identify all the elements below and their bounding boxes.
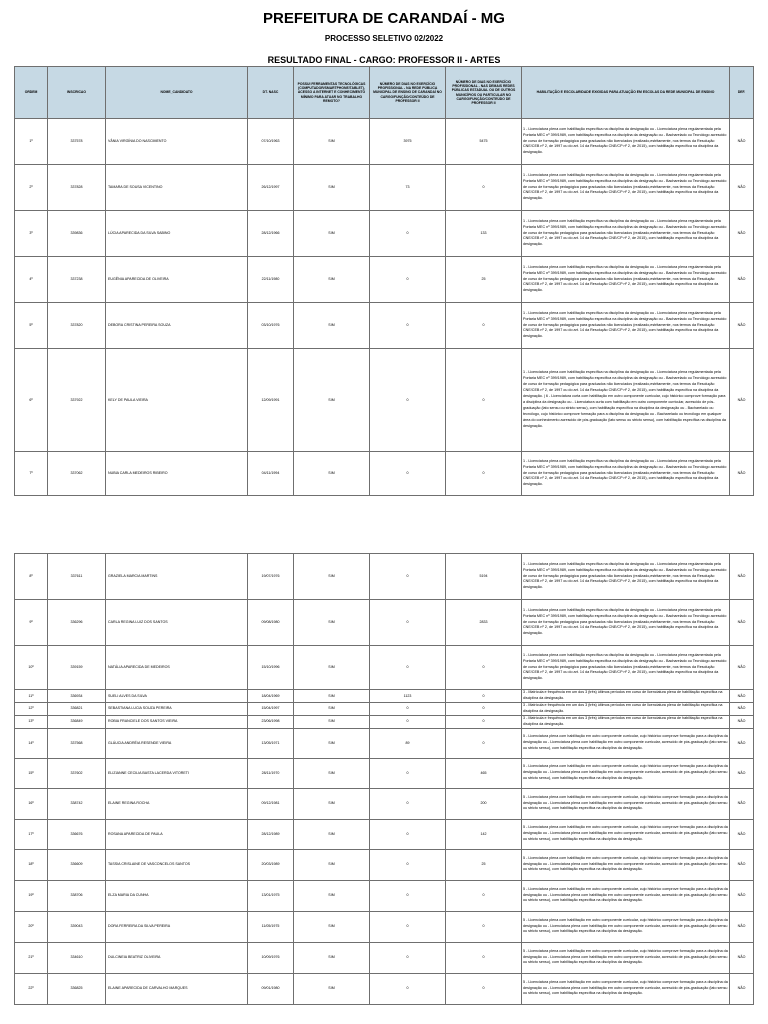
cell-inscricao: 336821 [48, 702, 106, 715]
cell-dias-outras: 25 [446, 849, 522, 880]
cell-inscricao: 336934 [48, 690, 106, 703]
cell-dias-outras: 0 [446, 349, 522, 452]
cell-ordem: 19º [15, 880, 48, 911]
cell-inscricao: 337820 [48, 303, 106, 349]
table-row [15, 646, 754, 690]
cell-dias-municipal: 89 [370, 728, 446, 758]
cell-ferramentas: SIM [294, 942, 370, 973]
cell-inscricao: 336296 [48, 600, 106, 646]
table-row [15, 257, 754, 303]
cell-dias-municipal: 0 [370, 257, 446, 303]
cell-dias-municipal: 0 [370, 819, 446, 849]
cell-ferramentas: SIM [294, 690, 370, 703]
cell-habilitacao: 1 - Licenciatura plena com habilitação específica na disciplina da designação ou - Licenciatura plena regulamentada pela Portaria MEC nº 399/1989, com habilitação específica na disciplina da designação ou - Bacharelado ou Tecnólogo acrescido de curso de formação pedagógica para graduados não licenciados (realizado,estritamente, nos termos da Resolução CNE/CEB nº 2, de 1997 ou do art. 14 da Resolução CNE/CP nº 2, de 2015), com habilitação específica na disciplina da designação. [522, 452, 730, 496]
results-table-page-2 [14, 553, 754, 1005]
cell-nasc: 03/10/1976 [248, 303, 294, 349]
cell-ferramentas: SIM [294, 911, 370, 942]
table-row [15, 702, 754, 715]
cell-dias-outras: 25 [446, 257, 522, 303]
col-ferramentas: POSSUI FERRAMENTAS TECNOLÓGICAS (COMPUTADOR/SMARTPHONE/TABLET), ACESSO A INTERNET E CONHECIMENTO MÍNIMO PARA ATUAR NO TRABALHO REMOTO? [294, 67, 370, 119]
cell-habilitacao: 3 - Matrícula e frequência em um dos 3 (três) últimos períodos em curso de licenciatura plena de habilitação específica na disciplina da designação. [522, 702, 730, 715]
cell-def: NÃO [730, 452, 754, 496]
table-row [15, 303, 754, 349]
cell-dias-outras: 0 [446, 165, 522, 211]
cell-nome: NUBIA CARLA MEDEIROS RIBEIRO [106, 452, 248, 496]
cell-dias-municipal: 0 [370, 452, 446, 496]
cell-ferramentas: SIM [294, 715, 370, 728]
cell-def: NÃO [730, 942, 754, 973]
table-body-page-2 [15, 554, 754, 1005]
cell-ordem: 13º [15, 715, 48, 728]
col-def: DEF. [730, 67, 754, 119]
cell-dias-outras: 200 [446, 788, 522, 819]
cell-inscricao: 337611 [48, 554, 106, 600]
cell-nome: GRAZIELA MARCIA MARTINS [106, 554, 248, 600]
cell-dias-municipal: 3975 [370, 119, 446, 165]
cell-ordem: 12º [15, 702, 48, 715]
cell-ferramentas: SIM [294, 452, 370, 496]
cell-inscricao: 334610 [48, 942, 106, 973]
cell-ordem: 1º [15, 119, 48, 165]
cell-ordem: 16º [15, 788, 48, 819]
table-row [15, 165, 754, 211]
cell-ferramentas: SIM [294, 849, 370, 880]
cell-dias-municipal: 0 [370, 715, 446, 728]
cell-inscricao: 337062 [48, 452, 106, 496]
cell-nome: TAMARA DE SOUSA VICENTINO [106, 165, 248, 211]
cell-habilitacao: 1 - Licenciatura plena com habilitação específica na disciplina da designação ou - Licenciatura plena regulamentada pela Portaria MEC nº 399/1989, com habilitação específica na disciplina da designação ou - Bacharelado ou Tecnólogo acrescido de curso de formação pedagógica para graduados não licenciados (realizado,estritamente, nos termos da Resolução CNE/CEB nº 2, de 1997 ou do art. 14 da Resolução CNE/CP nº 2, de 2015), com habilitação específica na disciplina da designação. [522, 257, 730, 303]
cell-dias-municipal: 0 [370, 849, 446, 880]
cell-ferramentas: SIM [294, 728, 370, 758]
cell-dias-outras: 0 [446, 911, 522, 942]
table-row [15, 942, 754, 973]
cell-nasc: 12/09/1991 [248, 349, 294, 452]
cell-def: NÃO [730, 788, 754, 819]
cell-habilitacao: 5 - Licenciatura plena com habilitação em outro componente curricular, cujo histórico comprove formação para a disciplina da designação ou - Licenciatura plena com habilitação em outro componente curricular, acrescido de pós-graduação (lato sensu ou stricto sensu), com habilitação específica na disciplina da designação. [522, 849, 730, 880]
cell-ferramentas: SIM [294, 819, 370, 849]
cell-def: NÃO [730, 165, 754, 211]
cell-habilitacao: 1 - Licenciatura plena com habilitação específica na disciplina da designação ou - Licenciatura plena regulamentada pela Portaria MEC nº 399/1989, com habilitação específica na disciplina da designação ou - Bacharelado ou Tecnólogo acrescido de curso de formação pedagógica para graduados não licenciados (realizado,estritamente, nos termos da Resolução CNE/CEB nº 2, de 1997 ou do art. 14 da Resolução CNE/CP nº 2, de 2015), com habilitação específica na disciplina da designação. [522, 119, 730, 165]
cell-nome: EUGÊNIA APARECIDA DE OLIVEIRA [106, 257, 248, 303]
cell-ferramentas: SIM [294, 646, 370, 690]
cell-nasc: 15/10/1996 [248, 646, 294, 690]
cell-habilitacao: 1 - Licenciatura plena com habilitação específica na disciplina da designação ou - Licenciatura plena regulamentada pela Portaria MEC nº 399/1989, com habilitação específica na disciplina da designação ou - Bacharelado ou Tecnólogo acrescido de curso de formação pedagógica para graduados não licenciados (realizado,estritamente, nos termos da Resolução CNE/CEB nº 2, de 1997 ou do art. 14 da Resolução CNE/CP nº 2, de 2015), com habilitação específica na disciplina da designação. [522, 165, 730, 211]
col-habilitacao: HABILITAÇÃO E ESCOLARIDADE EXIGIDAS PARA ATUAÇÃO EM ESCOLAS DA REDE MUNICIPAL DE ENSINO [522, 67, 730, 119]
cell-habilitacao: 5 - Licenciatura plena com habilitação em outro componente curricular, cujo histórico comprove formação para a disciplina da designação ou - Licenciatura plena com habilitação em outro componente curricular, acrescido de pós-graduação (lato sensu ou stricto sensu), com habilitação específica na disciplina da designação. [522, 880, 730, 911]
table-header-row [15, 67, 754, 119]
table-row [15, 211, 754, 257]
cell-dias-municipal: 0 [370, 911, 446, 942]
cell-dias-outras: 0 [446, 715, 522, 728]
cell-inscricao: 337922 [48, 349, 106, 452]
cell-habilitacao: 1 - Licenciatura plena com habilitação específica na disciplina da designação ou - Licenciatura plena regulamentada pela Portaria MEC nº 399/1989, com habilitação específica na disciplina da designação ou - Bacharelado ou Tecnólogo acrescido de curso de formação pedagógica para graduados não licenciados (realizado,estritamente, nos termos da Resolução CNE/CEB nº 2, de 1997 ou do art. 14 da Resolução CNE/CP nº 2, de 2015), com habilitação específica na disciplina da designação. [522, 600, 730, 646]
cell-dias-municipal: 0 [370, 788, 446, 819]
cell-inscricao: 337828 [48, 165, 106, 211]
cell-nasc: 28/12/1989 [248, 819, 294, 849]
cell-def: NÃO [730, 880, 754, 911]
cell-nome: NATÁLIA APARECIDA DE MEDEIROS [106, 646, 248, 690]
cell-nasc: 23/06/1998 [248, 715, 294, 728]
cell-nasc: 28/11/1970 [248, 758, 294, 788]
cell-ordem: 3º [15, 211, 48, 257]
cell-nome: ROBIA FRANCIELE DOS SANTOS VIEIRA [106, 715, 248, 728]
cell-ordem: 2º [15, 165, 48, 211]
cell-nasc: 22/11/1980 [248, 257, 294, 303]
cell-ordem: 10º [15, 646, 48, 690]
col-dias-municipal: NÚMERO DE DIAS NO EXERCÍCIO PROFISSIONAL - NA REDE PÚBLICA MUNICIPAL DE ENSINO DE CARANDAÍ NO CARGO/FUNÇÃO/CONTEÚDO DE PROFESSOR II [370, 67, 446, 119]
cell-dias-outras: 142 [446, 819, 522, 849]
table-row [15, 690, 754, 703]
cell-habilitacao: 5 - Licenciatura plena com habilitação em outro componente curricular, cujo histórico comprove formação para a disciplina da designação ou - Licenciatura plena com habilitação em outro componente curricular, acrescido de pós-graduação (lato sensu ou stricto sensu), com habilitação específica na disciplina da designação. [522, 911, 730, 942]
cell-nome: ELIZIANNE CECILIA BASTA LACERDA VITORETI [106, 758, 248, 788]
cell-nome: DORA FERREIRA DA SILVA PEREIRA [106, 911, 248, 942]
table-row [15, 849, 754, 880]
cell-habilitacao: 1 - Licenciatura plena com habilitação específica na disciplina da designação ou - Licenciatura plena regulamentada pela Portaria MEC nº 399/1989, com habilitação específica na disciplina da designação ou - Bacharelado ou Tecnólogo acrescido de curso de formação pedagógica para graduados não licenciados (realizado,estritamente, nos termos da Resolução CNE/CEB nº 2, de 1997 ou do art. 14 da Resolução CNE/CP nº 2, de 2015), com habilitação específica na disciplina da designação. | 6 - Licenciatura curta com habilitação em outro componente curricular, cujo histórico comprove formação para a disciplina da designação ou - Licenciatura curta com habilitação em outro componente curricular, acrescido de pós-graduação (lato sensu ou stricto sensu), com habilitação específica na disciplina da designação ou - Bacharelado ou tecnólogo, cujo histórico comprove formação para a disciplina da designação ou - Bacharelado ou tecnólogo em qualquer área do conhecimento acrescido de pós-graduação (lato sensu ou stricto sensu), com habilitação específica na disciplina da designação. [522, 349, 730, 452]
cell-habilitacao: 5 - Licenciatura plena com habilitação em outro componente curricular, cujo histórico comprove formação para a disciplina da designação ou - Licenciatura plena com habilitação em outro componente curricular, acrescido de pós-graduação (lato sensu ou stricto sensu), com habilitação específica na disciplina da designação. [522, 819, 730, 849]
cell-ordem: 22º [15, 973, 48, 1004]
cell-ordem: 15º [15, 758, 48, 788]
table-row [15, 452, 754, 496]
cell-dias-municipal: 1123 [370, 690, 446, 703]
cell-nome: ELAINE REGINA ROCHA [106, 788, 248, 819]
cell-ordem: 6º [15, 349, 48, 452]
cell-ferramentas: SIM [294, 165, 370, 211]
result-caption: RESULTADO FINAL - CARGO: PROFESSOR II - ARTES [267, 55, 501, 65]
cell-dias-outras: 0 [446, 702, 522, 715]
cell-ferramentas: SIM [294, 303, 370, 349]
cell-def: NÃO [730, 600, 754, 646]
cell-ordem: 21º [15, 942, 48, 973]
page-title: PREFEITURA DE CARANDAÍ - MG [263, 10, 505, 27]
cell-def: NÃO [730, 715, 754, 728]
cell-dias-outras: 0 [446, 690, 522, 703]
cell-ferramentas: SIM [294, 973, 370, 1004]
cell-dias-outras: 2833 [446, 600, 522, 646]
cell-ferramentas: SIM [294, 349, 370, 452]
cell-def: NÃO [730, 119, 754, 165]
cell-dias-outras: 133 [446, 211, 522, 257]
cell-dias-municipal: 73 [370, 165, 446, 211]
cell-nome: ROSANA APARECIDA DE PAULA [106, 819, 248, 849]
cell-inscricao: 336676 [48, 819, 106, 849]
cell-inscricao: 337238 [48, 257, 106, 303]
cell-def: NÃO [730, 257, 754, 303]
cell-dias-municipal: 0 [370, 702, 446, 715]
cell-habilitacao: 1 - Licenciatura plena com habilitação específica na disciplina da designação ou - Licenciatura plena regulamentada pela Portaria MEC nº 399/1989, com habilitação específica na disciplina da designação ou - Bacharelado ou Tecnólogo acrescido de curso de formação pedagógica para graduados não licenciados (realizado,estritamente, nos termos da Resolução CNE/CEB nº 2, de 1997 ou do art. 14 da Resolução CNE/CP nº 2, de 2015), com habilitação específica na disciplina da designação. [522, 303, 730, 349]
cell-nome: ELZA MARIA DA CUNHA [106, 880, 248, 911]
cell-dias-municipal: 0 [370, 303, 446, 349]
cell-dias-outras: 0 [446, 942, 522, 973]
cell-ferramentas: SIM [294, 211, 370, 257]
table-body-page-1 [15, 119, 754, 496]
cell-inscricao: 339836 [48, 211, 106, 257]
cell-nome: DEBORA CRISTINA PEREIRA SOUZA [106, 303, 248, 349]
table-row [15, 349, 754, 452]
process-subtitle: PROCESSO SELETIVO 02/2022 [324, 34, 444, 43]
cell-habilitacao: 1 - Licenciatura plena com habilitação específica na disciplina da designação ou - Licenciatura plena regulamentada pela Portaria MEC nº 399/1989, com habilitação específica na disciplina da designação ou - Bacharelado ou Tecnólogo acrescido de curso de formação pedagógica para graduados não licenciados (realizado,estritamente, nos termos da Resolução CNE/CEB nº 2, de 1997 ou do art. 14 da Resolução CNE/CP nº 2, de 2015), com habilitação específica na disciplina da designação. [522, 554, 730, 600]
cell-nasc: 15/04/1997 [248, 702, 294, 715]
cell-nasc: 13/01/1975 [248, 880, 294, 911]
cell-ordem: 4º [15, 257, 48, 303]
cell-nasc: 07/10/1963 [248, 119, 294, 165]
cell-inscricao: 336609 [48, 849, 106, 880]
cell-nome: TASSIA CRISLAINE DE VASCONCELOS SANTOS [106, 849, 248, 880]
cell-nasc: 20/03/1989 [248, 849, 294, 880]
cell-def: NÃO [730, 303, 754, 349]
cell-habilitacao: 1 - Licenciatura plena com habilitação específica na disciplina da designação ou - Licenciatura plena regulamentada pela Portaria MEC nº 399/1989, com habilitação específica na disciplina da designação ou - Bacharelado ou Tecnólogo acrescido de curso de formação pedagógica para graduados não licenciados (realizado,estritamente, nos termos da Resolução CNE/CEB nº 2, de 1997 ou do art. 14 da Resolução CNE/CP nº 2, de 2015), com habilitação específica na disciplina da designação. [522, 646, 730, 690]
cell-dias-municipal: 0 [370, 758, 446, 788]
cell-nasc: 28/12/1966 [248, 211, 294, 257]
cell-ordem: 9º [15, 600, 48, 646]
cell-ferramentas: SIM [294, 257, 370, 303]
cell-nome: KELY DE PAULA VIEIRA [106, 349, 248, 452]
cell-dias-municipal: 0 [370, 942, 446, 973]
table-row [15, 554, 754, 600]
cell-def: NÃO [730, 211, 754, 257]
cell-def: NÃO [730, 849, 754, 880]
cell-nome: SEBASTIANA LUCIA SOUZA PEREIRA [106, 702, 248, 715]
cell-dias-municipal: 0 [370, 211, 446, 257]
cell-inscricao: 339043 [48, 911, 106, 942]
cell-dias-municipal: 0 [370, 880, 446, 911]
table-row [15, 788, 754, 819]
cell-def: NÃO [730, 973, 754, 1004]
cell-dias-municipal: 0 [370, 349, 446, 452]
cell-inscricao: 337578 [48, 119, 106, 165]
cell-nasc: 19/07/1976 [248, 554, 294, 600]
col-ordem: ORDEM [15, 67, 48, 119]
cell-def: NÃO [730, 690, 754, 703]
cell-nome: LÚCIA APARECIDA DA SILVA SABINO [106, 211, 248, 257]
table-row [15, 728, 754, 758]
col-nome: NOME_CANDIDATO [106, 67, 248, 119]
cell-ferramentas: SIM [294, 600, 370, 646]
cell-dias-municipal: 0 [370, 646, 446, 690]
cell-inscricao: 338742 [48, 788, 106, 819]
cell-nasc: 09/01/1980 [248, 973, 294, 1004]
table-row [15, 973, 754, 1004]
cell-nasc: 13/05/1971 [248, 728, 294, 758]
cell-def: NÃO [730, 819, 754, 849]
cell-habilitacao: 5 - Licenciatura plena com habilitação em outro componente curricular, cujo histórico comprove formação para a disciplina da designação ou - Licenciatura plena com habilitação em outro componente curricular, acrescido de pós-graduação (lato sensu ou stricto sensu), com habilitação específica na disciplina da designação. [522, 973, 730, 1004]
cell-nome: SUELI ALVES DA SILVA [106, 690, 248, 703]
results-table-page-1 [14, 66, 754, 496]
table-row [15, 119, 754, 165]
cell-ordem: 11º [15, 690, 48, 703]
col-inscricao: INSCRICAO [48, 67, 106, 119]
cell-dias-municipal: 0 [370, 554, 446, 600]
cell-ordem: 17º [15, 819, 48, 849]
cell-dias-outras: 0 [446, 646, 522, 690]
cell-inscricao: 337568 [48, 728, 106, 758]
cell-def: NÃO [730, 554, 754, 600]
cell-ordem: 20º [15, 911, 48, 942]
table-row [15, 819, 754, 849]
cell-dias-outras: 5475 [446, 119, 522, 165]
cell-dias-outras: 0 [446, 973, 522, 1004]
cell-def: NÃO [730, 646, 754, 690]
cell-inscricao: 336825 [48, 973, 106, 1004]
col-nasc: DT. NASC [248, 67, 294, 119]
cell-habilitacao: 5 - Licenciatura plena com habilitação em outro componente curricular, cujo histórico comprove formação para a disciplina da designação ou - Licenciatura plena com habilitação em outro componente curricular, acrescido de pós-graduação (lato sensu ou stricto sensu), com habilitação específica na disciplina da designação. [522, 942, 730, 973]
cell-inscricao: 336849 [48, 715, 106, 728]
cell-ferramentas: SIM [294, 554, 370, 600]
cell-dias-municipal: 0 [370, 600, 446, 646]
cell-ferramentas: SIM [294, 119, 370, 165]
table-row [15, 600, 754, 646]
cell-nasc: 10/09/1976 [248, 942, 294, 973]
cell-habilitacao: 5 - Licenciatura plena com habilitação em outro componente curricular, cujo histórico comprove formação para a disciplina da designação ou - Licenciatura plena com habilitação em outro componente curricular, acrescido de pós-graduação (lato sensu ou stricto sensu), com habilitação específica na disciplina da designação. [522, 788, 730, 819]
cell-def: NÃO [730, 911, 754, 942]
cell-ordem: 18º [15, 849, 48, 880]
table-row [15, 758, 754, 788]
table-row [15, 911, 754, 942]
cell-nasc: 09/08/1980 [248, 600, 294, 646]
cell-nome: GLÁUCIA ANDRÉIA RESENDE VIEIRA [106, 728, 248, 758]
cell-inscricao: 337602 [48, 758, 106, 788]
cell-habilitacao: 3 - Matrícula e frequência em um dos 3 (três) últimos períodos em curso de licenciatura plena de habilitação específica na disciplina da designação. [522, 690, 730, 703]
cell-nasc: 04/11/1994 [248, 452, 294, 496]
table-row [15, 715, 754, 728]
cell-ordem: 5º [15, 303, 48, 349]
cell-nasc: 11/05/1975 [248, 911, 294, 942]
cell-ordem: 7º [15, 452, 48, 496]
cell-ferramentas: SIM [294, 702, 370, 715]
cell-nasc: 26/12/1997 [248, 165, 294, 211]
cell-dias-outras: 0 [446, 880, 522, 911]
cell-dias-outras: 465 [446, 758, 522, 788]
cell-ordem: 8º [15, 554, 48, 600]
cell-nome: ELAINE APARECIDA DE CARVALHO MARQUES [106, 973, 248, 1004]
cell-def: NÃO [730, 758, 754, 788]
cell-nasc: 09/12/1981 [248, 788, 294, 819]
cell-def: NÃO [730, 702, 754, 715]
cell-habilitacao: 1 - Licenciatura plena com habilitação específica na disciplina da designação ou - Licenciatura plena regulamentada pela Portaria MEC nº 399/1989, com habilitação específica na disciplina da designação ou - Bacharelado ou Tecnólogo acrescido de curso de formação pedagógica para graduados não licenciados (realizado,estritamente, nos termos da Resolução CNE/CEB nº 2, de 1997 ou do art. 14 da Resolução CNE/CP nº 2, de 2015), com habilitação específica na disciplina da designação. [522, 211, 730, 257]
cell-dias-outras: 0 [446, 303, 522, 349]
cell-nome: VÂNIA VIRGÍNIA DO NASCIMENTO [106, 119, 248, 165]
cell-inscricao: 338706 [48, 880, 106, 911]
cell-def: NÃO [730, 349, 754, 452]
cell-dias-outras: 5194 [446, 554, 522, 600]
cell-ferramentas: SIM [294, 880, 370, 911]
cell-inscricao: 339159 [48, 646, 106, 690]
cell-def: NÃO [730, 728, 754, 758]
cell-ordem: 14º [15, 728, 48, 758]
cell-nome: CARLA REGINA LUIZ DOS SANTOS [106, 600, 248, 646]
cell-habilitacao: 3 - Matrícula e frequência em um dos 3 (três) últimos períodos em curso de licenciatura plena de habilitação específica na disciplina da designação. [522, 715, 730, 728]
cell-dias-outras: 0 [446, 728, 522, 758]
table-row [15, 880, 754, 911]
cell-nome: DULCINEIA BEATRIZ OLIVEIRA [106, 942, 248, 973]
cell-dias-municipal: 0 [370, 973, 446, 1004]
cell-habilitacao: 5 - Licenciatura plena com habilitação em outro componente curricular, cujo histórico comprove formação para a disciplina da designação ou - Licenciatura plena com habilitação em outro componente curricular, acrescido de pós-graduação (lato sensu ou stricto sensu), com habilitação específica na disciplina da designação. [522, 758, 730, 788]
col-dias-outras: NÚMERO DE DIAS NO EXERCÍCIO PROFISSIONAL - NAS DEMAIS REDES PÚBLICAS ESTADUAL OU DE OUTROS MUNICÍPIOS OU PARTICULAR NO CARGO/FUNÇÃO/CONTEÚDO DE PROFESSOR II [446, 67, 522, 119]
cell-dias-outras: 0 [446, 452, 522, 496]
cell-ferramentas: SIM [294, 788, 370, 819]
cell-ferramentas: SIM [294, 758, 370, 788]
cell-habilitacao: 5 - Licenciatura plena com habilitação em outro componente curricular, cujo histórico comprove formação para a disciplina da designação ou - Licenciatura plena com habilitação em outro componente curricular, acrescido de pós-graduação (lato sensu ou stricto sensu), com habilitação específica na disciplina da designação. [522, 728, 730, 758]
cell-nasc: 18/04/1969 [248, 690, 294, 703]
